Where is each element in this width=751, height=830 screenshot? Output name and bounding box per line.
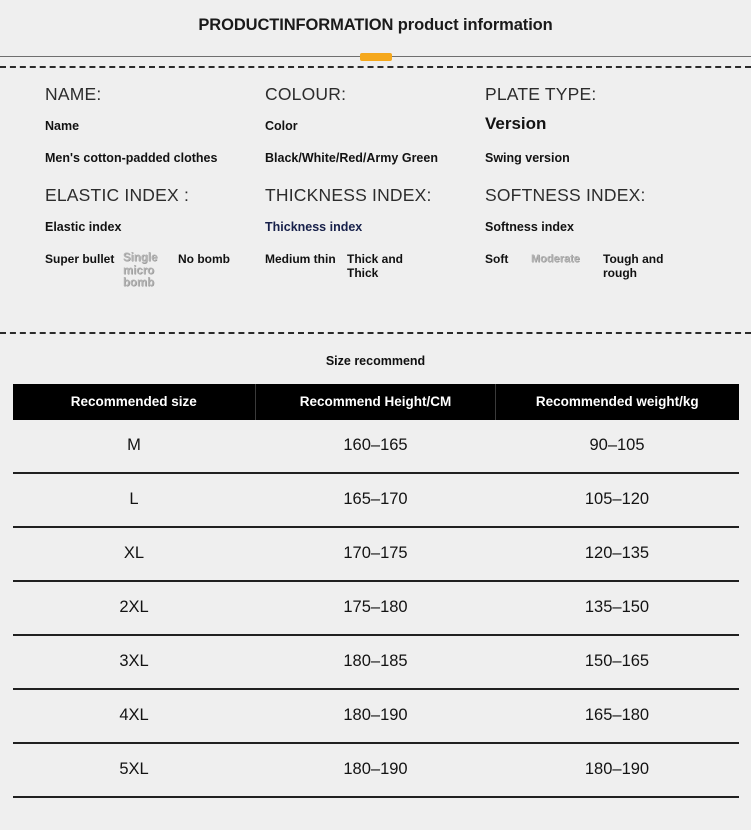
page-title: PRODUCTINFORMATION product information (198, 16, 553, 34)
product-info-panel (0, 66, 751, 334)
field-label: NAME: (45, 83, 102, 104)
field-label: ELASTIC INDEX : (45, 184, 190, 205)
cell-height: 160–165 (256, 420, 496, 473)
column-header-size: Recommended size (13, 384, 256, 420)
field-sublabel: Softness index (485, 219, 574, 234)
table-row (13, 420, 739, 473)
cell-weight: 180–190 (496, 743, 739, 797)
cell-height: 180–185 (256, 635, 496, 689)
grade-option-high: No bomb (178, 251, 230, 266)
size-recommend-table (13, 384, 739, 798)
cell-weight: 105–120 (496, 473, 739, 527)
cell-size: 3XL (13, 635, 256, 689)
info-row-indices (0, 185, 751, 290)
info-field-elastic-index (0, 185, 265, 290)
field-label: SOFTNESS INDEX: (485, 184, 646, 205)
column-header-weight: Recommended weight/kg (496, 384, 739, 420)
info-field-name (0, 84, 265, 167)
table-row (13, 689, 739, 743)
cell-size: 2XL (13, 581, 256, 635)
cell-height: 175–180 (256, 581, 496, 635)
divider-accent-marker (360, 53, 392, 61)
cell-height: 180–190 (256, 743, 496, 797)
grade-option-high: Thick and Thick (347, 251, 404, 281)
grade-option-low: Medium thin (265, 251, 336, 266)
cell-weight: 165–180 (496, 689, 739, 743)
info-row-basic (0, 84, 751, 167)
cell-weight: 150–165 (496, 635, 739, 689)
table-row (13, 527, 739, 581)
page-header (0, 0, 751, 61)
size-recommend-heading: Size recommend (325, 353, 426, 368)
cell-height: 170–175 (256, 527, 496, 581)
grade-option-low: Soft (485, 251, 509, 266)
info-field-softness-index (485, 185, 751, 290)
info-field-plate-type (485, 84, 751, 167)
table-row (13, 581, 739, 635)
field-label: PLATE TYPE: (485, 83, 597, 104)
table-row (13, 743, 739, 797)
table-header-row (13, 384, 739, 420)
grade-option-mid: Single micro bomb (123, 251, 158, 290)
cell-height: 180–190 (256, 689, 496, 743)
info-field-thickness-index (265, 185, 485, 290)
table-row (13, 473, 739, 527)
grade-scale-thickness (265, 252, 485, 281)
column-header-height: Recommend Height/CM (256, 384, 496, 420)
field-sublabel: Name (45, 118, 80, 133)
grade-scale-softness (485, 252, 751, 281)
cell-weight: 90–105 (496, 420, 739, 473)
table-row (13, 635, 739, 689)
cell-size: 4XL (13, 689, 256, 743)
field-sublabel: Version (485, 113, 547, 133)
grade-option-mid: Moderate (531, 252, 580, 265)
cell-weight: 135–150 (496, 581, 739, 635)
field-sublabel: Elastic index (45, 219, 122, 234)
field-label: COLOUR: (265, 83, 347, 104)
field-value: Black/White/Red/Army Green (265, 150, 438, 165)
field-sublabel: Color (265, 118, 298, 133)
cell-size: M (13, 420, 256, 473)
info-field-colour (265, 84, 485, 167)
field-label: THICKNESS INDEX: (265, 184, 432, 205)
field-sublabel: Thickness index (265, 219, 363, 234)
cell-weight: 120–135 (496, 527, 739, 581)
field-value: Swing version (485, 151, 570, 166)
cell-size: L (13, 473, 256, 527)
cell-size: XL (13, 527, 256, 581)
title-divider (0, 53, 751, 61)
cell-height: 165–170 (256, 473, 496, 527)
table-body (13, 420, 739, 797)
cell-size: 5XL (13, 743, 256, 797)
field-value: Men's cotton-padded clothes (45, 150, 218, 165)
grade-scale-elastic (45, 252, 265, 290)
grade-option-high: Tough and rough (603, 251, 664, 281)
grade-option-low: Super bullet (45, 251, 115, 266)
